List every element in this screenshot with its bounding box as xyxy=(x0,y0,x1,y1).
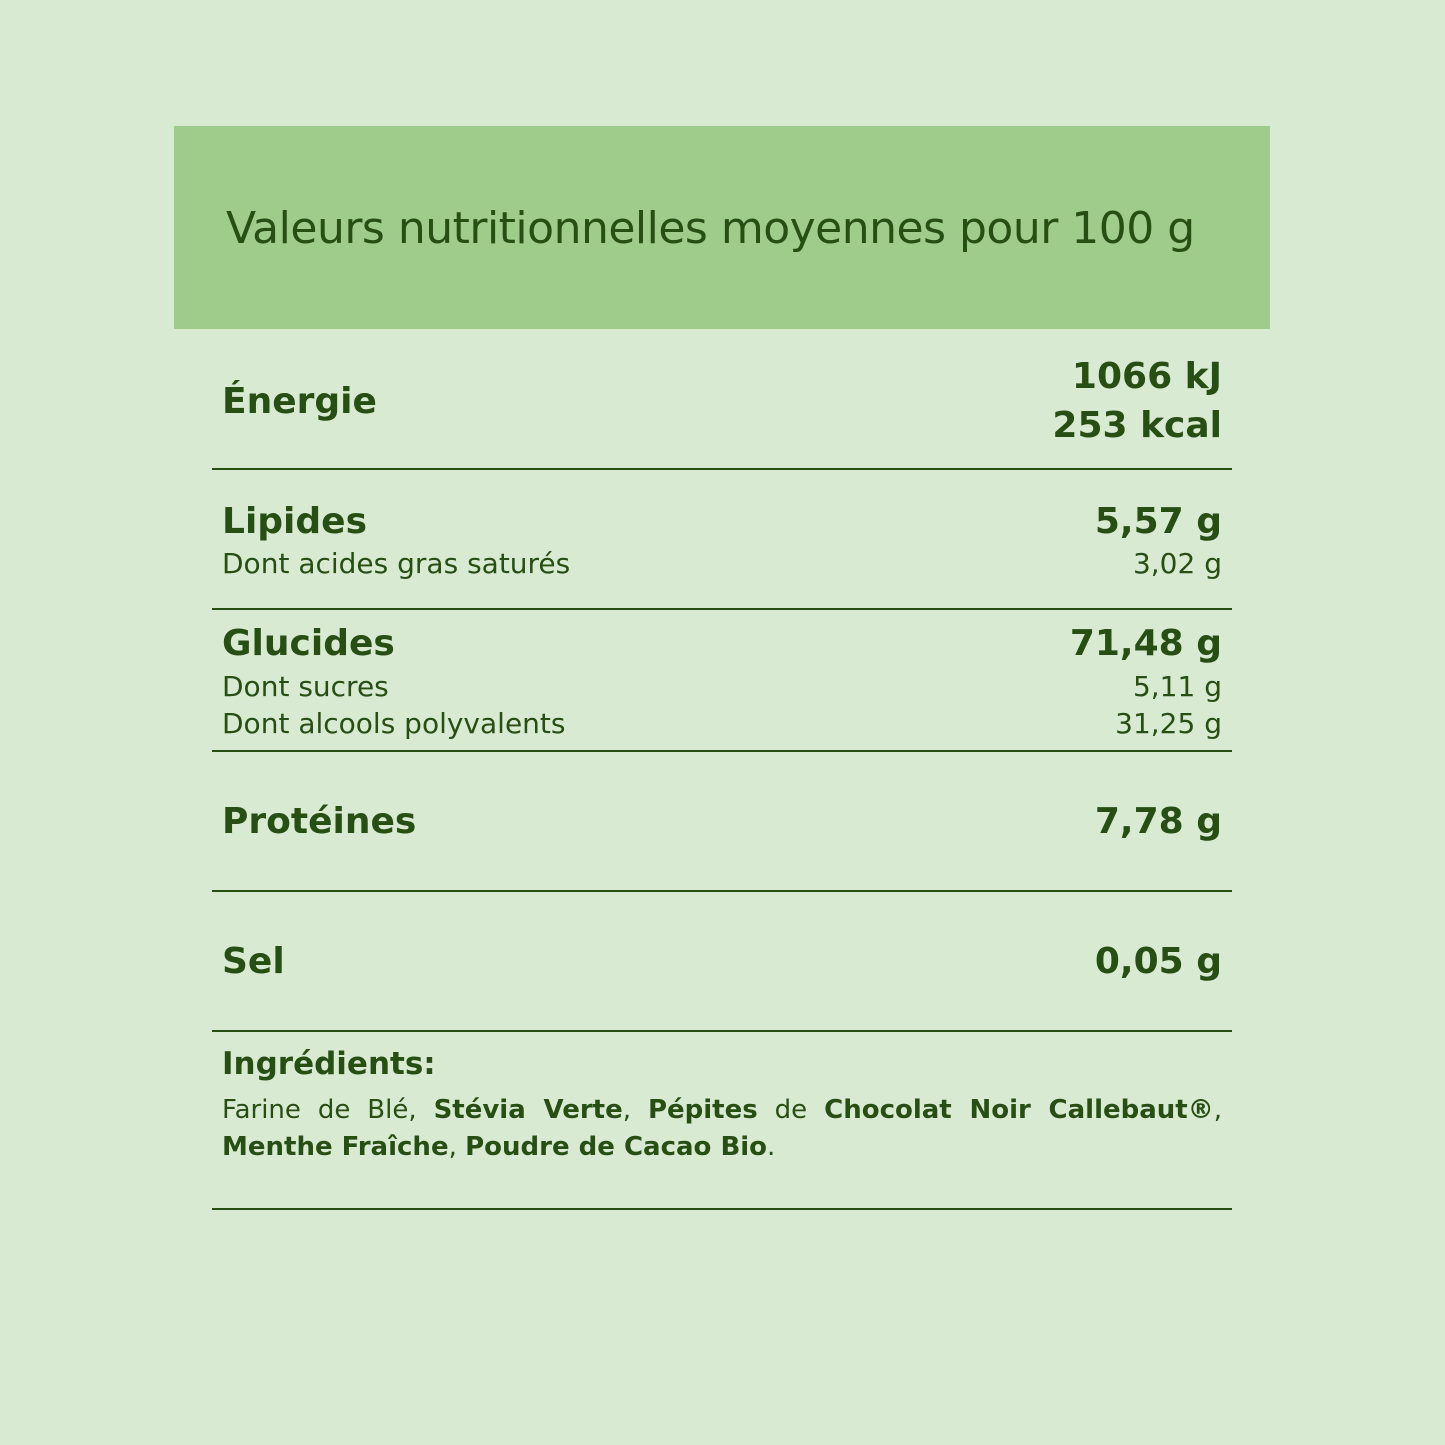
ingredient-text: Pépites xyxy=(647,1095,758,1125)
ingredient-text: Chocolat Noir Callebaut® xyxy=(824,1095,1214,1125)
proteines-label: Protéines xyxy=(222,801,417,842)
row-energie xyxy=(212,329,1232,470)
ingredients-title: Ingrédients: xyxy=(222,1046,436,1082)
proteines-value: 7,78 g xyxy=(1094,801,1222,842)
table-header xyxy=(174,126,1270,329)
ingredient-text: Stévia Verte xyxy=(433,1095,623,1125)
lipides-sub-value: 3,02 g xyxy=(1132,547,1222,580)
glucides-sub-value: 31,25 g xyxy=(1115,707,1222,740)
glucides-value: 71,48 g xyxy=(1069,623,1222,664)
row-glucides xyxy=(212,610,1232,752)
glucides-label: Glucides xyxy=(222,623,395,664)
glucides-sub-value: 5,11 g xyxy=(1132,670,1222,703)
page-title: Valeurs nutritionnelles moyennes pour 100 g xyxy=(226,203,1195,254)
ingredient-separator: , xyxy=(408,1095,434,1125)
sel-value: 0,05 g xyxy=(1094,941,1222,982)
lipides-value: 5,57 g xyxy=(1094,501,1222,542)
ingredient-separator: , xyxy=(622,1095,648,1125)
ingredient-text: Farine de Blé xyxy=(222,1095,409,1125)
energie-label: Énergie xyxy=(222,381,377,422)
row-ingredients xyxy=(212,1032,1232,1210)
row-lipides xyxy=(212,470,1232,610)
sel-label: Sel xyxy=(222,941,285,982)
ingredient-separator: . xyxy=(767,1132,776,1162)
glucides-sub-label: Dont alcools polyvalents xyxy=(222,707,566,740)
ingredient-separator: , xyxy=(1213,1095,1222,1125)
lipides-sub-label: Dont acides gras saturés xyxy=(222,547,571,580)
row-sel xyxy=(212,892,1232,1032)
ingredient-separator: , xyxy=(448,1132,466,1162)
energie-kcal: 253 kcal xyxy=(1052,405,1222,446)
ingredient-text: Menthe Fraîche xyxy=(222,1132,449,1162)
ingredient-separator: de xyxy=(757,1095,825,1125)
row-proteines xyxy=(212,752,1232,892)
ingredients-list xyxy=(222,1092,1222,1166)
energie-kj: 1066 kJ xyxy=(1071,356,1222,397)
glucides-sub-label: Dont sucres xyxy=(222,670,389,703)
ingredient-text: Poudre de Cacao Bio xyxy=(465,1132,768,1162)
lipides-label: Lipides xyxy=(222,501,368,542)
